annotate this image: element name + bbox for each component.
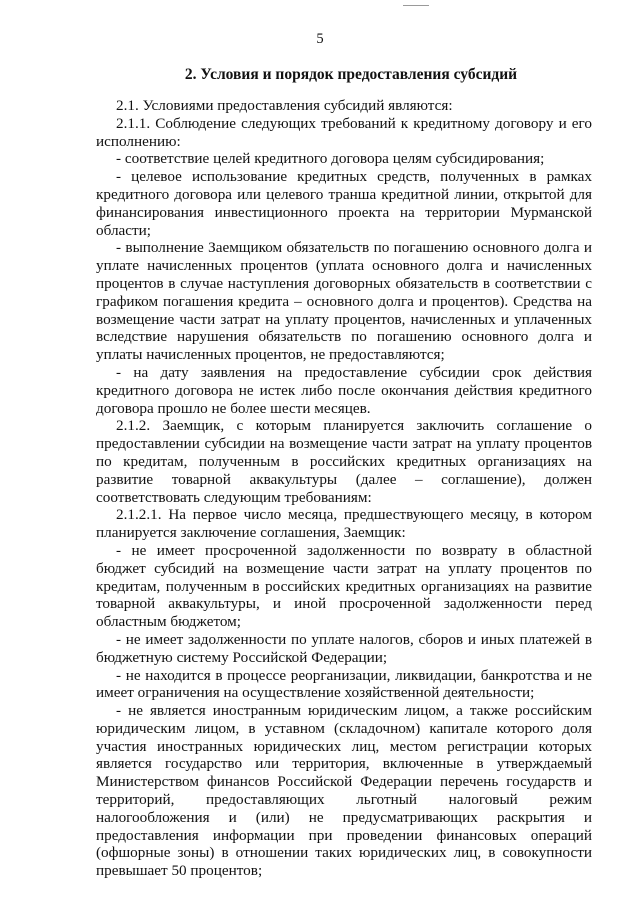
section-heading: 2. Условия и порядок предоставления субсидий (184, 66, 518, 83)
list-item-no-overdue-debt: - не имеет просроченной задолженности по возврату в областной бюджет субсидий на возмещение части затрат на уплату процентов по кредитам, полученным в российских кредитных организациях на развитие товарной аквакультуры, и иной просроченной задолженности перед областным бюджетом; (96, 541, 592, 631)
list-item-no-tax-debt: - не имеет задолженности по уплате налогов, сборов и иных платежей в бюджетную систему Российской Федерации; (96, 630, 592, 666)
paragraph-2-1-1: 2.1.1. Соблюдение следующих требований к кредитному договору и его исполнению: (96, 114, 592, 150)
list-item-contract-term: - на дату заявления на предоставление субсидии срок действия кредитного договора не истек либо после окончания действия кредитного договора прошло не более шести месяцев. (96, 363, 592, 417)
paragraph-2-1-2-1: 2.1.2.1. На первое число месяца, предшествующего месяцу, в котором планируется заключение соглашения, Заемщик: (96, 506, 592, 542)
top-edge-mark (403, 5, 429, 6)
paragraph-2-1: 2.1. Условиями предоставления субсидий являются: (116, 97, 453, 114)
paragraph-2-1-2: 2.1.2. Заемщик, с которым планируется заключить соглашение о предоставлении субсидии на возмещение части затрат на уплату процентов по кредитам, полученным в российских кредитных организациях на развитие товарной аквакультуры (далее – соглашение), должен соответствовать следующим требованиям: (96, 417, 592, 506)
list-item-target-use: - целевое использование кредитных средств, полученных в рамках кредитного договора или целевого транша кредитной линии, открытой для финансирования инвестиционного проекта на территории Мурманской области; (96, 168, 592, 239)
body-text (96, 97, 592, 880)
list-item-obligations: - выполнение Заемщиком обязательств по погашению основного долга и уплате начисленных процентов (уплата основного долга и начисленных процентов в случае наступления договорных обязательств в соответствии с графиком погашения кредита – основного долга и процентов). Средства на возмещение части затрат на уплату процентов, начисленных и уплаченных вследствие нарушения обязательств по погашению основного долга и уплаты начисленных процентов, не предоставляются; (96, 239, 592, 364)
list-item-no-reorganization: - не находится в процессе реорганизации, ликвидации, банкротства и не имеет ограничения на осуществление хозяйственной деятельности; (96, 666, 592, 702)
page-number: 5 (316, 31, 324, 47)
list-item-credit-purpose: - соответствие целей кредитного договора целям субсидирования; (116, 150, 545, 168)
list-item-not-foreign-entity: - не является иностранным юридическим лицом, а также российским юридическим лицом, в уставном (складочном) капитале которого доля участия иностранных юридических лиц, местом регистрации которых является государство или территория, включенные в утверждаемый Министерством финансов Российской Федерации перечень государств и территорий, предоставляющих льготный налоговый режим налогообложения и (или) не предусматривающих раскрытия и предоставления информации при проведении финансовых операций (офшорные зоны) в отношении таких юридических лиц, в совокупности превышает 50 процентов; (96, 702, 592, 880)
